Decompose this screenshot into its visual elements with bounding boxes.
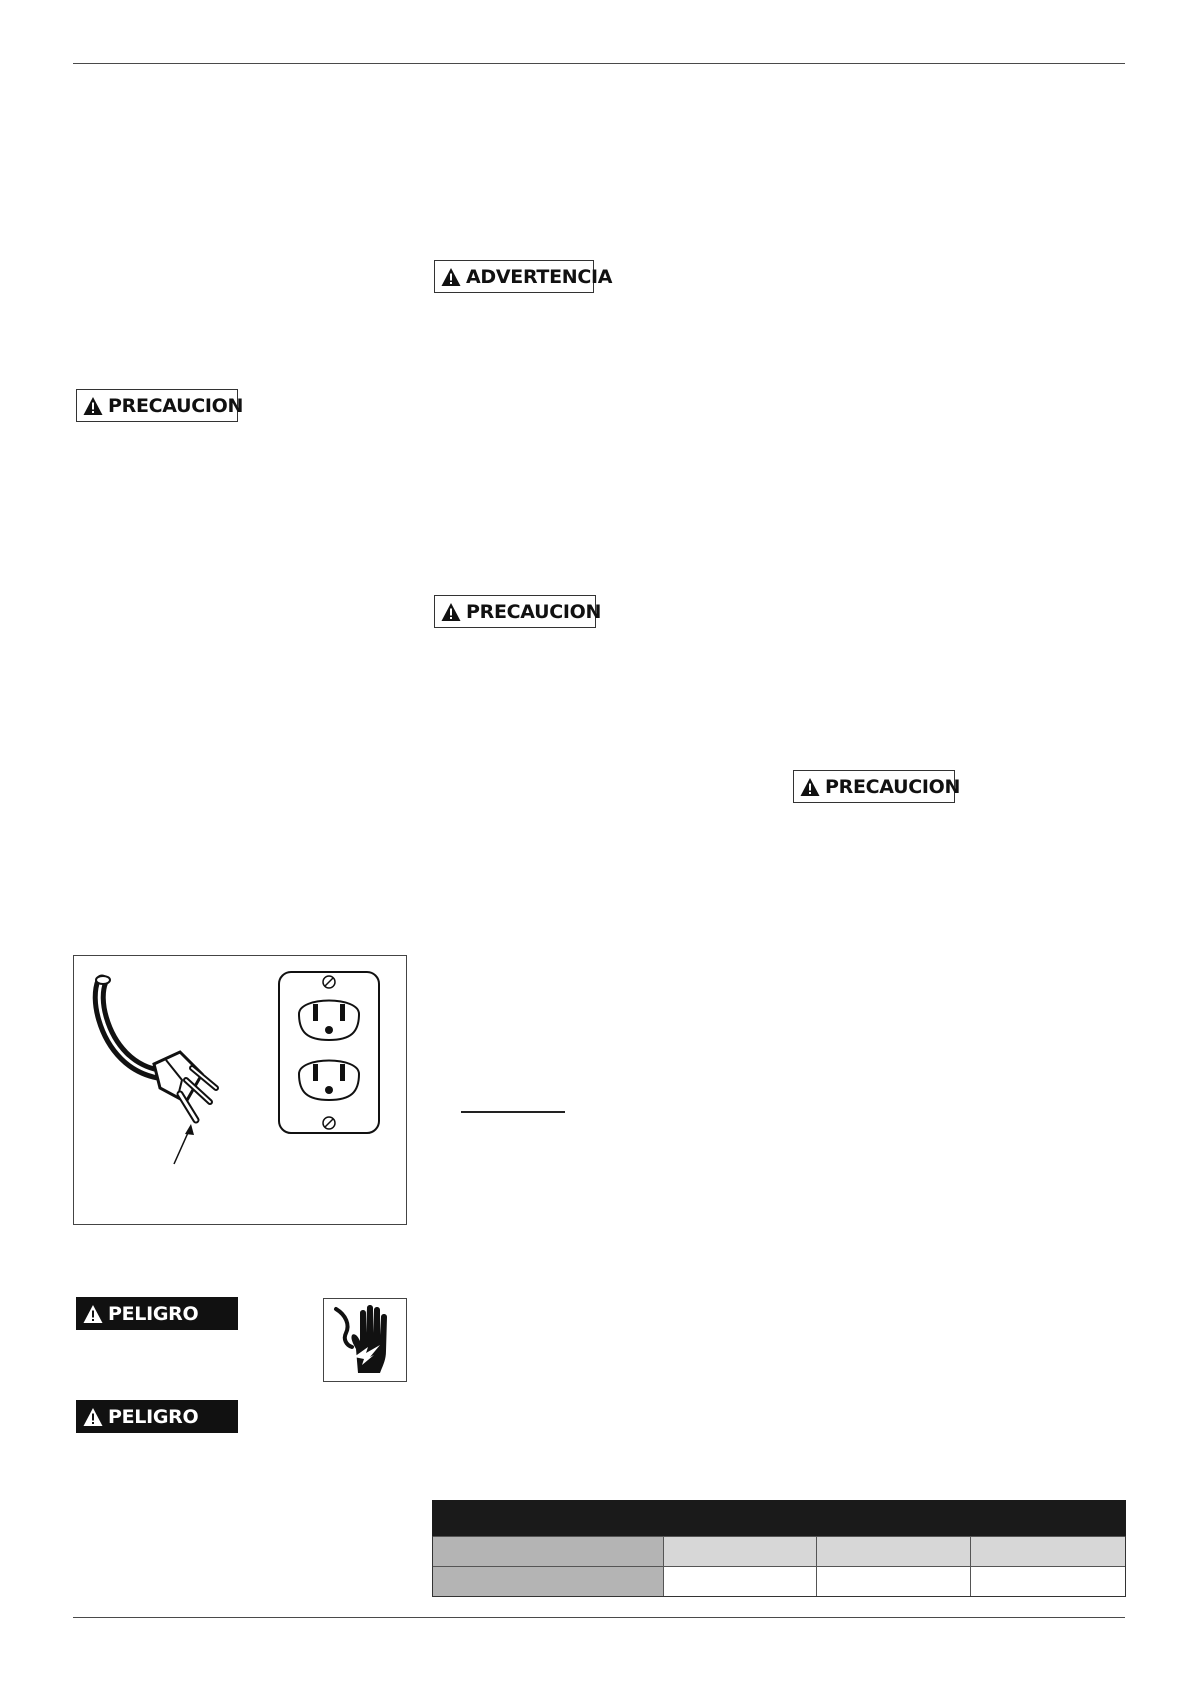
warning-triangle-icon [83,1304,103,1324]
top-rule [73,63,1125,64]
peligro-text: PELIGRO [108,1405,199,1428]
warning-triangle-icon [441,602,461,622]
warning-triangle-icon [83,396,103,416]
table-cell [817,1536,971,1566]
table-cell [664,1536,818,1566]
peligro-label [76,1400,238,1433]
peligro-text: PELIGRO [108,1302,199,1325]
precaucion-text: PRECAUCION [825,775,961,798]
shock-hazard-box [323,1298,407,1382]
bottom-rule [73,1617,1125,1618]
table-row [432,1536,1126,1566]
table-cell [971,1566,1125,1596]
precaucion-text: PRECAUCION [466,600,602,623]
table-cell [433,1566,664,1596]
peligro-label [76,1297,238,1330]
table-header [432,1500,1126,1536]
table-cell [433,1536,664,1566]
text-underline [461,1111,565,1113]
advertencia-text: ADVERTENCIA [466,265,613,288]
table-cell [664,1566,818,1596]
warning-triangle-icon [800,777,820,797]
electric-shock-hand-icon [324,1299,405,1380]
data-table [432,1500,1126,1597]
table-cell [971,1536,1125,1566]
grounded-outlet-icon [277,970,381,1135]
precaucion-label [76,389,244,422]
warning-triangle-icon [83,1407,103,1427]
advertencia-label [434,260,613,293]
warning-triangle-icon [441,267,461,287]
table-row [432,1566,1126,1597]
grounded-plug-figure [73,955,407,1225]
precaucion-label [793,770,961,803]
precaucion-text: PRECAUCION [108,394,244,417]
precaucion-label [434,595,602,628]
table-cell [817,1566,971,1596]
